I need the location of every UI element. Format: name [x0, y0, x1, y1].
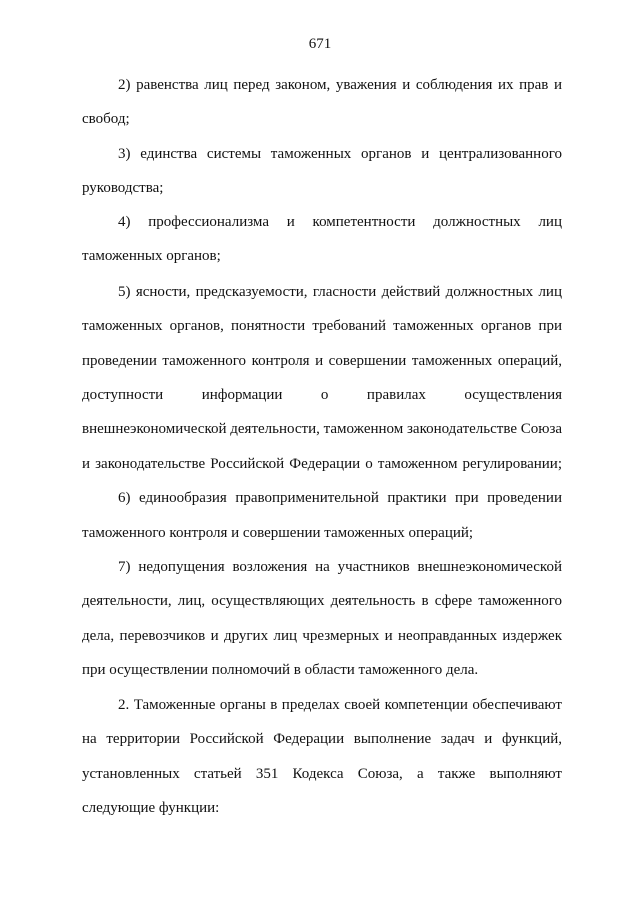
text-line: деятельности, лиц, осуществляющих деятельность в сфере таможенного [82, 593, 562, 609]
text-line: 2) равенства лиц перед законом, уважения и соблюдения их прав и [118, 77, 562, 93]
text-line: таможенных органов; [82, 248, 221, 264]
text-line: 7) недопущения возложения на участников внешнеэкономической [118, 559, 562, 575]
text-line: 3) единства системы таможенных органов и централизованного [118, 146, 562, 162]
text-line: внешнеэкономической деятельности, таможенном законодательстве Союза [82, 421, 563, 437]
text-line: 2. Таможенные органы в пределах своей компетенции обеспечивают [118, 697, 562, 713]
text-line: таможенного контроля и совершении таможенных операций; [82, 525, 474, 541]
text-line: 4) профессионализма и компетентности должностных лиц [118, 214, 562, 230]
text-line: дела, перевозчиков и других лиц чрезмерных и неоправданных издержек [82, 628, 562, 644]
text-line: 5) ясности, предсказуемости, гласности действий должностных лиц [118, 284, 562, 300]
text-line: доступности информации о правилах осуществления [82, 387, 562, 403]
text-line: на территории Российской Федерации выполнение задач и функций, [82, 731, 562, 747]
text-line: при осуществлении полномочий в области таможенного дела. [82, 662, 479, 678]
text-line: свобод; [82, 111, 130, 127]
text-line: установленных статьей 351 Кодекса Союза, а также выполняют [82, 766, 562, 782]
page-number: 671 [308, 36, 332, 52]
text-line: 6) единообразия правоприменительной практики при проведении [118, 490, 562, 506]
text-line: таможенных органов, понятности требований таможенных органов при [82, 318, 562, 334]
text-line: следующие функции: [82, 800, 220, 816]
text-line: руководства; [82, 180, 164, 196]
text-line: и законодательстве Российской Федерации о таможенном регулировании; [82, 456, 562, 472]
text-line: проведении таможенного контроля и совершении таможенных операций, [82, 353, 562, 369]
